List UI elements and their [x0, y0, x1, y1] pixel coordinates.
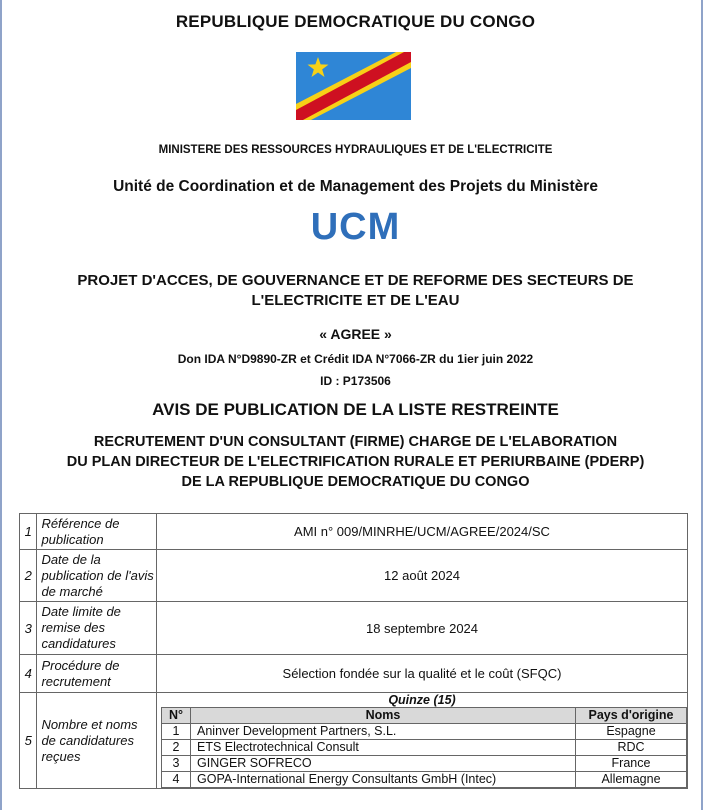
- candidates-header-row: [162, 708, 687, 724]
- row-number: 5: [20, 693, 37, 789]
- candidate-row: [162, 740, 687, 756]
- unit-name: Unité de Coordination et de Management des Projets du Ministère: [113, 178, 598, 195]
- financing-info: Don IDA N°D9890-ZR et Crédit IDA N°7066-ZR du 1ier juin 2022: [177, 352, 534, 366]
- project-name: [0, 271, 711, 311]
- candidate-number: 2: [162, 740, 191, 756]
- ministry-name: MINISTERE DES RESSOURCES HYDRAULIQUES ET DE L'ELECTRICITE: [158, 144, 553, 156]
- candidate-country: Allemagne: [576, 772, 687, 788]
- table-row: [20, 514, 688, 550]
- table-row: [20, 655, 688, 693]
- row-value: 12 août 2024: [157, 550, 688, 602]
- row-label: Date de la publication de l'avis de marché: [37, 550, 157, 602]
- info-table: [19, 513, 688, 789]
- project-short-name: « AGREE »: [319, 326, 392, 342]
- row-number: 2: [20, 550, 37, 602]
- row-number: 1: [20, 514, 37, 550]
- notice-title: AVIS DE PUBLICATION DE LA LISTE RESTREINTE: [152, 400, 559, 419]
- row-label: Procédure de recrutement: [37, 655, 157, 693]
- notice-subtitle: [0, 432, 711, 492]
- row-value: AMI n° 009/MINRHE/UCM/AGREE/2024/SC: [157, 514, 688, 550]
- row-label: Référence de publication: [37, 514, 157, 550]
- header-country: Pays d'origine: [576, 708, 687, 724]
- row-label: Date limite de remise des candidatures: [37, 602, 157, 655]
- row-label: Nombre et noms de candidatures reçues: [37, 693, 157, 789]
- candidates-cell: [157, 693, 688, 789]
- candidate-number: 4: [162, 772, 191, 788]
- notice-subtitle-line1: RECRUTEMENT D'UN CONSULTANT (FIRME) CHARGE DE L'ELABORATION: [93, 434, 618, 450]
- header-number: N°: [162, 708, 191, 724]
- table-row: [20, 693, 688, 789]
- candidate-name: Aninver Development Partners, S.L.: [191, 724, 576, 740]
- candidate-country: RDC: [576, 740, 687, 756]
- project-id: ID : P173506: [320, 374, 391, 388]
- candidate-row: [162, 756, 687, 772]
- candidate-name: GOPA-International Energy Consultants GmbH (Intec): [191, 772, 576, 788]
- candidate-name: ETS Electrotechnical Consult: [191, 740, 576, 756]
- candidates-table: [161, 707, 687, 788]
- candidate-country: Espagne: [576, 724, 687, 740]
- table-row: [20, 550, 688, 602]
- candidate-count: Quinze (15): [388, 693, 456, 707]
- notice-subtitle-line3: DE LA REPUBLIQUE DEMOCRATIQUE DU CONGO: [181, 474, 530, 490]
- project-name-line2: L'ELECTRICITE ET DE L'EAU: [251, 292, 460, 309]
- ucm-logo-text: UCM: [310, 206, 401, 248]
- candidate-number: 1: [162, 724, 191, 740]
- header-names: Noms: [191, 708, 576, 724]
- candidate-name: GINGER SOFRECO: [191, 756, 576, 772]
- notice-subtitle-line2: DU PLAN DIRECTEUR DE L'ELECTRIFICATION RURALE ET PERIURBAINE (PDERP): [66, 454, 645, 470]
- candidate-row: [162, 724, 687, 740]
- candidate-row: [162, 772, 687, 788]
- table-row: [20, 602, 688, 655]
- row-number: 3: [20, 602, 37, 655]
- drc-flag: [296, 52, 411, 120]
- candidate-country: France: [576, 756, 687, 772]
- row-value: 18 septembre 2024: [157, 602, 688, 655]
- row-number: 4: [20, 655, 37, 693]
- project-name-line1: PROJET D'ACCES, DE GOUVERNANCE ET DE REFORME DES SECTEURS DE: [77, 272, 634, 289]
- country-title: REPUBLIQUE DEMOCRATIQUE DU CONGO: [175, 12, 536, 31]
- row-value: Sélection fondée sur la qualité et le coût (SFQC): [157, 655, 688, 693]
- candidate-number: 3: [162, 756, 191, 772]
